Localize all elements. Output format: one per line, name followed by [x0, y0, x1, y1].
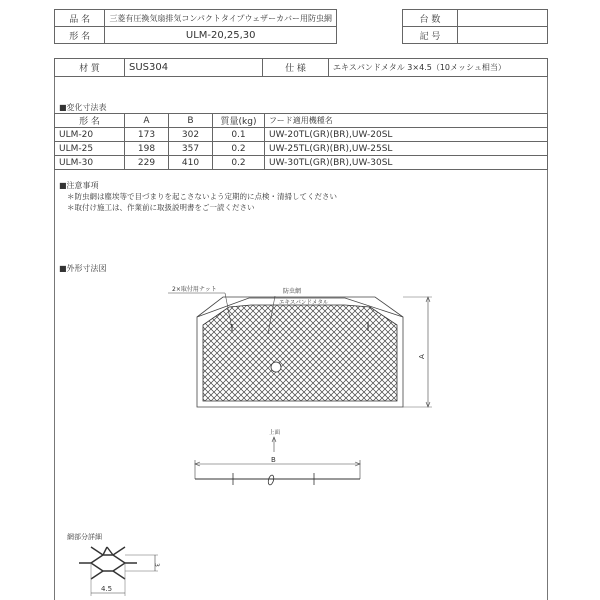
- quantity-label: 台 数: [403, 10, 458, 27]
- document-frame: [54, 58, 548, 600]
- cell-a: 198: [125, 142, 169, 156]
- cell-b: 357: [169, 142, 213, 156]
- cell-a: 229: [125, 156, 169, 170]
- col-hood: フード適用機種名: [265, 114, 548, 128]
- spec-label: 仕 様: [263, 59, 329, 77]
- col-weight: 質量(kg): [213, 114, 265, 128]
- top-label: 上面: [269, 430, 281, 436]
- cell-model: ULM-20: [55, 128, 125, 142]
- dimension-table-title: ■変化寸法表: [59, 103, 107, 112]
- spec-value: エキスパンドメタル 3×4.5（10メッシュ相当）: [329, 59, 548, 77]
- cell-weight: 0.2: [213, 156, 265, 170]
- mesh-detail: [79, 547, 137, 579]
- cell-hood: UW-30TL(GR)(BR),UW-30SL: [265, 156, 548, 170]
- mesh-label: 防虫網: [283, 288, 302, 295]
- note-item: ＊取付け施工は、作業前に取扱説明書をご一読ください: [67, 203, 255, 212]
- cell-weight: 0.2: [213, 142, 265, 156]
- col-a: A: [125, 114, 169, 128]
- material-value: SUS304: [125, 59, 263, 77]
- model-value: ULM-20,25,30: [105, 27, 337, 44]
- quantity-value: [458, 10, 548, 27]
- nut-label: 2×取付用ナット: [172, 286, 217, 293]
- notes-title: ■注意事項: [59, 181, 99, 190]
- cell-hood: UW-25TL(GR)(BR),UW-25SL: [265, 142, 548, 156]
- detail-height-label: 3: [153, 563, 160, 567]
- mesh-area: [203, 305, 397, 401]
- center-hole: [271, 362, 281, 372]
- model-label: 形 名: [55, 27, 105, 44]
- material-label: 材 質: [55, 59, 125, 77]
- header-product-table: [54, 9, 337, 44]
- dim-b-label: B: [271, 456, 276, 464]
- symbol-label: 記 号: [403, 27, 458, 44]
- outline-drawing: [55, 59, 549, 600]
- cell-a: 173: [125, 128, 169, 142]
- cell-hood: UW-20TL(GR)(BR),UW-20SL: [265, 128, 548, 142]
- col-b: B: [169, 114, 213, 128]
- drawing-title: ■外形寸法図: [59, 264, 107, 273]
- product-name-value: 三菱有圧換気扇排気コンパクトタイプウェザーカバー用防虫網: [105, 10, 337, 27]
- cell-weight: 0.1: [213, 128, 265, 142]
- header-quantity-table: [402, 9, 548, 44]
- symbol-value: [458, 27, 548, 44]
- cell-b: 410: [169, 156, 213, 170]
- dim-a-label: A: [418, 354, 426, 359]
- detail-width-label: 4.5: [101, 585, 113, 593]
- expanded-metal-label: エキスパンドメタル: [279, 300, 329, 306]
- cell-model: ULM-30: [55, 156, 125, 170]
- col-model: 形 名: [55, 114, 125, 128]
- detail-title: 網部分詳細: [67, 533, 102, 541]
- product-name-label: 品 名: [55, 10, 105, 27]
- cell-b: 302: [169, 128, 213, 142]
- cell-model: ULM-25: [55, 142, 125, 156]
- note-item: ＊防虫網は塵埃等で目づまりを起こさないよう定期的に点検・清掃してください: [67, 192, 337, 201]
